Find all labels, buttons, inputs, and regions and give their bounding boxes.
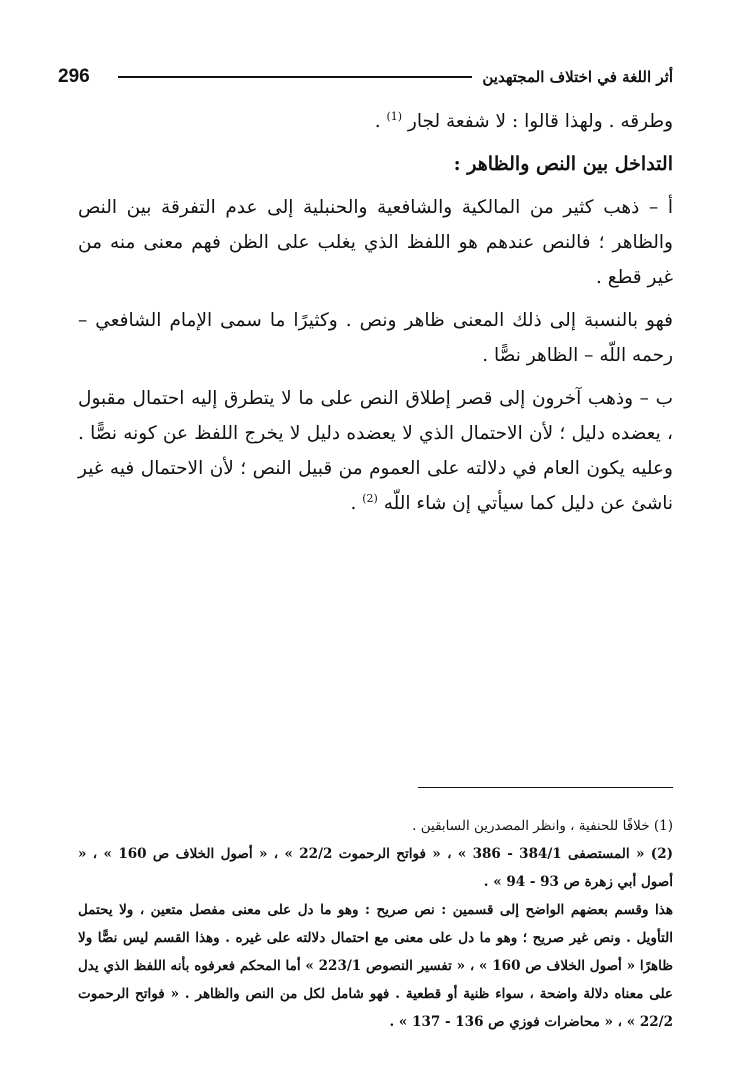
page-number: 296 [58,66,90,87]
paragraph-b-end: . [350,493,363,514]
footnote-2-continued: هذا وقسم بعضهم الواضح إلى قسمين : نص صريح : وهو ما دل على معنى مفصل متعين ، ولا يحتمل التأويل . ونص غير صريح ؛ وهو ما دل على معنى مع احتمال دلالته على غيره . وهذا القسم ليس نصًّا ولا ظاهرًا « أصول الخلاف ص 160 » ، « تفسير النصوص 223/1 » أما المحكم فعرفوه بأنه اللفظ الذي يدل على معناه دلالة واضحة ، سواء ظنية أو قطعية . فهو شامل لكل من النص والظاهر . « فواتح الرحموت 22/2 » ، « محاضرات فوزي ص 136 - 137 » . [78,902,674,1030]
footnote-ref-2: (2) [362,491,378,505]
opening-line-text: وطرقه . ولهذا قالوا : لا شفعة لجار [402,111,673,132]
footnote-ref-1: (1) [386,109,403,123]
paragraph-b [78,381,673,521]
main-text [78,104,673,529]
paragraph-b-text: ب – وذهب آخرون إلى قصر إطلاق النص على ما لا يتطرق إليه احتمال مقبول ، يعضده دليل ؛ لأن الاحتمال الذي لا يعضده دليل لا يخرج اللفظ عن كونه نصًّا . وعليه يكون العام في دلالته على العموم من قبيل النص ؛ لأن الاحتمال فيه غير ناشئ عن دليل كما سيأتي إن شاء اللّه [78,388,673,514]
section-heading: التداخل بين النص والظاهر : [453,153,673,175]
header-rule [118,76,472,78]
footnote-2: (2) « المستصفى 384/1 - 386 » ، « فواتح الرحموت 22/2 » ، « أصول الخلاف ص 160 » ، « أصول أبي زهرة ص 93 - 94 » . [78,846,673,890]
running-title: أثر اللغة في اختلاف المجتهدين [482,68,673,86]
footnotes [78,812,673,1036]
footnote-1: (1) خلافًا للحنفية ، وانظر المصدرين السابقين . [412,818,673,834]
paragraph-a: أ – ذهب كثير من المالكية والشافعية والحنبلية إلى عدم التفرقة بين النص والظاهر ؛ فالنص عندهم هو اللفظ الذي يغلب على الظن فهم معنى منه من غير قطع . [78,197,673,288]
footnote-separator [418,787,673,788]
paragraph-a-continued: فهو بالنسبة إلى ذلك المعنى ظاهر ونص . وكثيرًا ما سمى الإمام الشافعي – رحمه اللّه – الظاهر نصًّا . [78,310,673,366]
page-header [58,64,673,90]
opening-line [78,104,673,139]
opening-line-end: . [374,111,387,132]
